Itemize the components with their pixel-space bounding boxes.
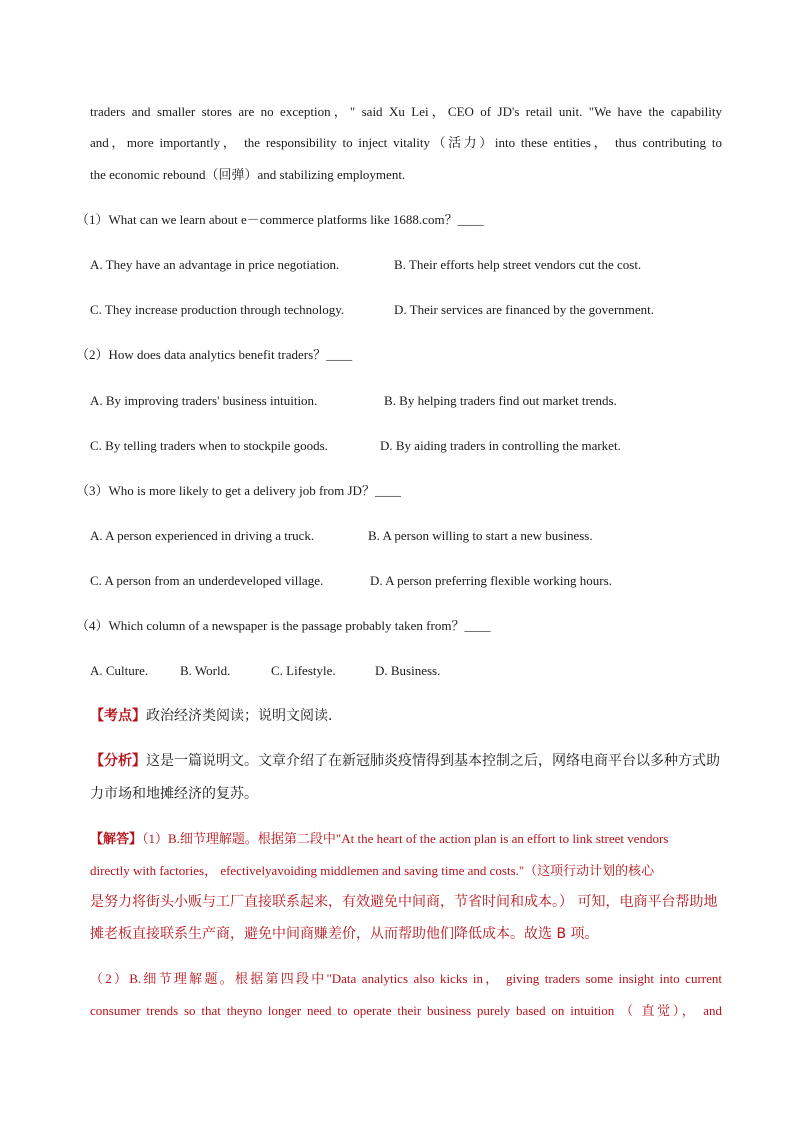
jieda-line-1 [90,830,722,849]
question-4-option-d[interactable]: D. Business. [375,663,441,678]
question-1-stem: （1）What can we learn about e－commerce platforms like 1688.com？____ [76,212,484,227]
question-3-stem: （3）Who is more likely to get a delivery job from JD？____ [76,483,401,498]
question-3-option-d[interactable]: D. A person preferring flexible working hours. [370,573,612,588]
fenxi-line-2: 力市场和地摊经济的复苏。 [90,786,258,802]
question-4-option-a[interactable]: A. Culture. [90,663,149,678]
jieda-line-3: 是努力将街头小贩与工厂直接联系起来，有效避免中间商，节省时间和成本。） 可知，电商平台帮助地 [90,894,718,910]
question-1-option-b[interactable]: B. Their efforts help street vendors cut the cost. [394,257,642,272]
kaodian-tag: 【考点】 [90,708,146,724]
passage-line-1: traders and smaller stores are no exception，" said Xu Lei，CEO of JD's retail unit. "We have the capability [90,104,722,119]
jieda-tag: 【解答】 [90,832,143,847]
jieda-line-4: 摊老板直接联系生产商，避免中间商赚差价，从而帮助他们降低成本。故选 B 项。 [90,926,599,942]
fenxi-tag: 【分析】 [90,753,146,769]
question-1-option-c[interactable]: C. They increase production through technology. [90,302,345,317]
question-2-option-b[interactable]: B. By helping traders find out market trends. [384,393,617,408]
question-2-option-c[interactable]: C. By telling traders when to stockpile goods. [90,438,328,453]
question-2-option-a[interactable]: A. By improving traders' business intuition. [90,393,318,408]
question-1-option-a[interactable]: A. They have an advantage in price negotiation. [90,257,340,272]
question-1-option-d[interactable]: D. Their services are financed by the government. [394,302,655,317]
jieda-line-5: （2）B.细节理解题。根据第四段中"Data analytics also kicks in， giving traders some insight into current [90,971,722,986]
passage-line-2: and，more importantly， the responsibility to inject vitality（活力）into these entities， thus contributing to [90,135,722,150]
kaodian-line [90,707,722,725]
passage-line-3: the economic rebound（回弹）and stabilizing employment. [90,167,406,182]
question-4-option-b[interactable]: B. World. [180,663,231,678]
question-3-option-a[interactable]: A. A person experienced in driving a truck. [90,528,315,543]
jieda-line-6: consumer trends so that theyno longer need to operate their business purely based on intuition （ 直觉）， and [90,1003,722,1018]
fenxi-line-1 [90,752,722,770]
question-2-stem: （2）How does data analytics benefit traders？____ [76,347,353,362]
jieda-line-2: directly with factories， efectivelyavoiding middlemen and saving time and costs."（这项行动计划的核心 [90,863,655,878]
question-4-stem: （4）Which column of a newspaper is the passage probably taken from？____ [76,618,491,633]
question-3-option-c[interactable]: C. A person from an underdeveloped village. [90,573,324,588]
jieda-text-1: （1）B.细节理解题。根据第二段中"At the heart of the action plan is an effort to link street vendors [142,831,669,846]
fenxi-text-1: 这是一篇说明文。文章介绍了在新冠肺炎疫情得到基本控制之后，网络电商平台以多种方式助 [146,753,720,769]
question-2-option-d[interactable]: D. By aiding traders in controlling the market. [380,438,621,453]
question-3-option-b[interactable]: B. A person willing to start a new business. [368,528,593,543]
kaodian-text: 政治经济类阅读；说明文阅读． [146,708,342,724]
question-4-option-c[interactable]: C. Lifestyle. [271,663,336,678]
